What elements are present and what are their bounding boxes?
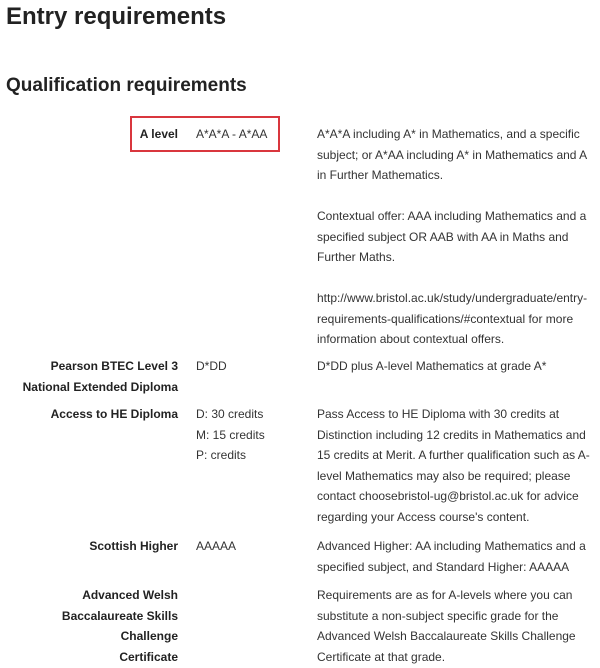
- detail-paragraph: Requirements are as for A-levels where you can substitute a non-subject specific grade for the Advanced Welsh Baccalaureate Skills Challenge Certificate at that grade.: [317, 588, 576, 664]
- grade-requirement: [196, 536, 306, 557]
- qualification-name: A level: [139, 127, 178, 141]
- qualification-name: Advanced Welsh Baccalaureate Skills Challenge Certificate: [61, 588, 178, 664]
- grade-line: AAAAA: [196, 539, 237, 553]
- grade-line: A*A*A - A*AA: [196, 127, 268, 141]
- qualification-name: Pearson BTEC Level 3 National Extended Diploma: [22, 359, 178, 394]
- qualification-name: Scottish Higher: [89, 539, 178, 553]
- detail-paragraph: Pass Access to HE Diploma with 30 credits at Distinction including 12 credits in Mathematics and 15 credits at Merit. A further qualification such as A-level Mathematics may also be required; please contact choosebristol-ug@bristol.ac.uk for advice regarding your Access course's content.: [317, 407, 590, 524]
- grade-line: D*DD: [196, 359, 227, 373]
- grade-requirement: [196, 356, 306, 377]
- requirement-details: [317, 356, 593, 377]
- requirement-details: [317, 536, 593, 577]
- qualification-name: Access to HE Diploma: [50, 407, 178, 421]
- grade-requirement: [196, 404, 306, 466]
- page-title: Entry requirements: [6, 3, 227, 30]
- grade-requirement: [196, 124, 306, 145]
- requirement-details: [317, 124, 593, 350]
- grade-line: M: 15 credits: [196, 427, 265, 442]
- detail-paragraph: Advanced Higher: AA including Mathematics and a specified subject, and Standard Higher: AAAAA: [317, 539, 586, 574]
- section-title: Qualification requirements: [6, 75, 247, 96]
- detail-paragraph: A*A*A including A* in Mathematics, and a specific subject; or A*AA including A* in Mathematics and A in Further Mathematics.: [317, 127, 587, 182]
- detail-paragraph: Contextual offer: AAA including Mathematics and a specified subject OR AAB with AA in Maths and Further Maths.: [317, 209, 587, 264]
- requirement-details: [317, 585, 593, 667]
- grade-line: D: 30 credits: [196, 407, 264, 421]
- detail-paragraph: D*DD plus A-level Mathematics at grade A*: [317, 359, 547, 373]
- detail-paragraph: http://www.bristol.ac.uk/study/undergraduate/entry-requirements-qualifications/#contextual for more information about contextual offers.: [317, 291, 588, 346]
- grade-line: P: credits: [196, 448, 247, 462]
- requirement-details: [317, 404, 593, 527]
